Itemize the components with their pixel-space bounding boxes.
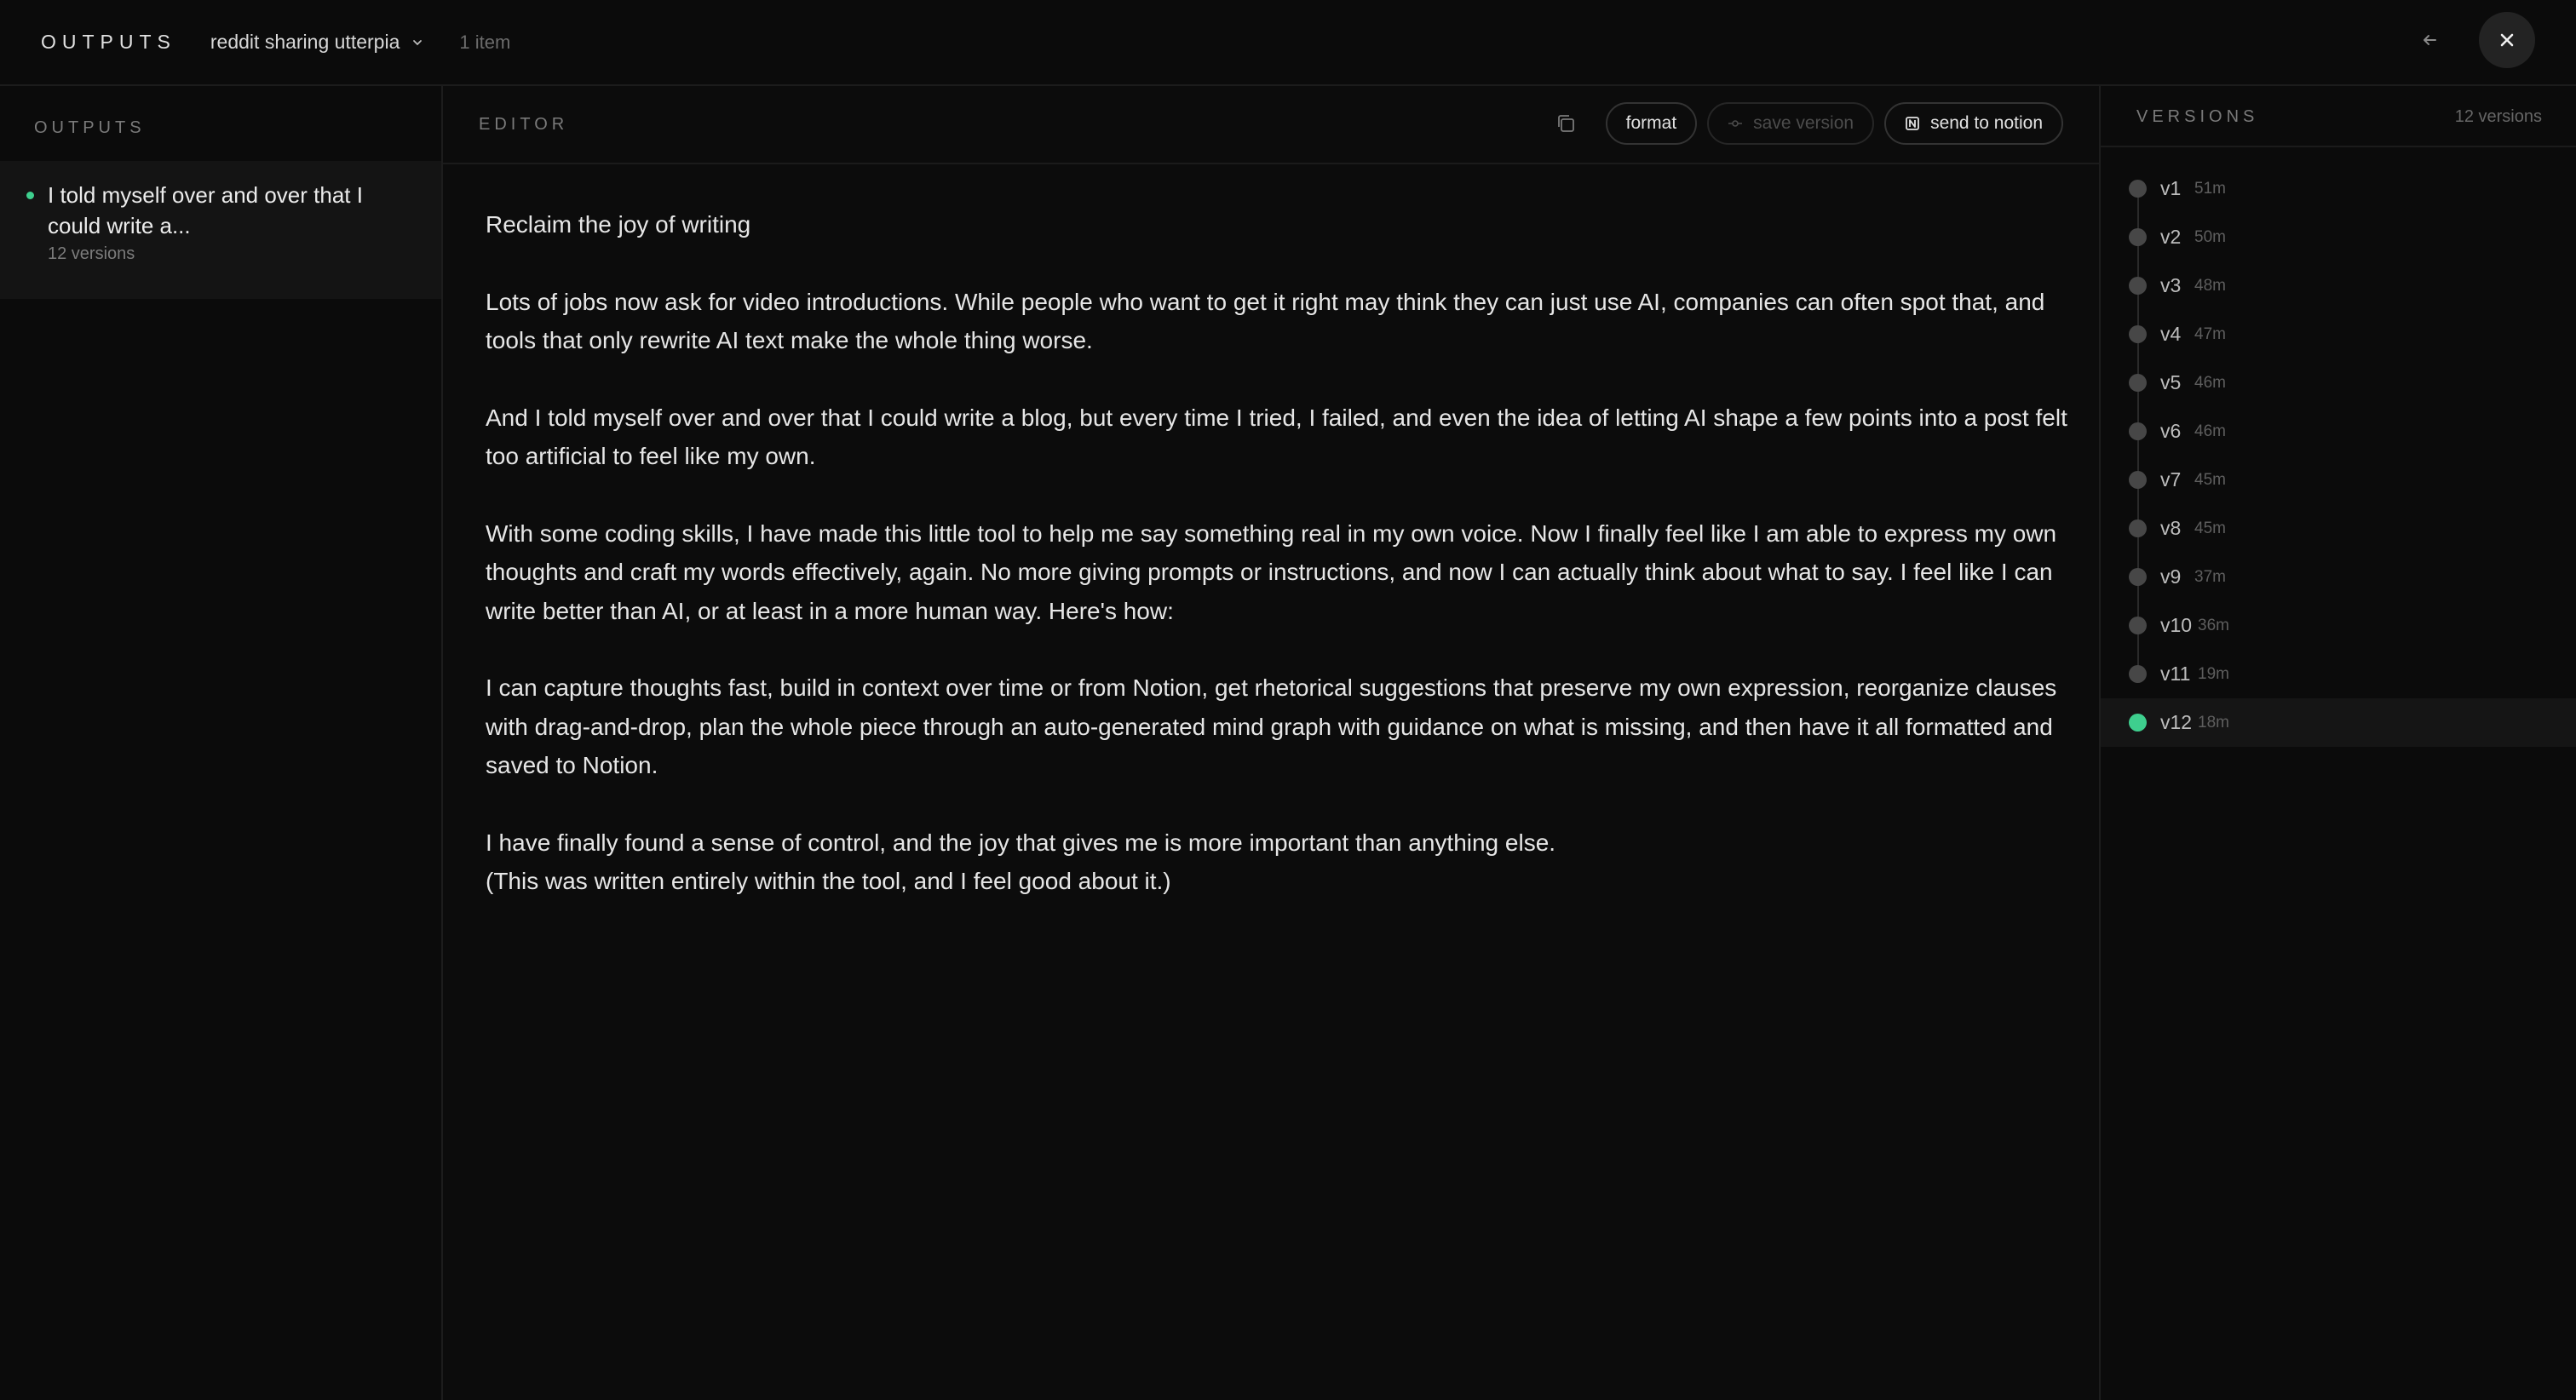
version-name: v1 [2160,177,2182,199]
version-item-v1[interactable] [2101,164,2576,213]
version-list [2101,164,2576,747]
version-time: 50m [2194,227,2226,246]
format-button[interactable] [1606,102,1698,145]
app-title: OUTPUTS [41,31,176,53]
version-time: 45m [2194,470,2226,489]
version-dot [2129,665,2147,683]
version-name: v5 [2160,371,2182,393]
version-dot [2129,617,2147,634]
commit-icon [1728,116,1743,131]
versions-count: 12 versions [2454,107,2542,126]
back-button[interactable] [2412,23,2447,57]
editor-paragraph: (This was written entirely within the tool, and I feel good about it.) [486,868,1171,894]
version-time: 19m [2198,664,2229,683]
version-name: v4 [2160,323,2182,345]
version-item-v11[interactable] [2101,650,2576,698]
outputs-panel [0,86,443,1400]
editor-text-area[interactable] [486,205,2070,901]
status-dot [26,192,34,199]
version-dot [2129,180,2147,198]
copy-button[interactable] [1544,102,1587,145]
version-dot [2129,714,2147,732]
version-time: 46m [2194,422,2226,440]
version-time: 18m [2198,713,2229,732]
save-version-label: save version [1753,113,1854,133]
version-time: 37m [2194,567,2226,586]
version-time: 47m [2194,324,2226,343]
version-dot [2129,228,2147,246]
output-title: I told myself over and over that I could write a... [48,182,363,238]
version-item-v10[interactable] [2101,601,2576,650]
version-name: v9 [2160,565,2182,588]
editor-paragraph: I have finally found a sense of control, and the joy that gives me is more important than anything else. [486,829,1556,856]
copy-icon [1555,112,1577,135]
version-item-v8[interactable] [2101,504,2576,553]
output-version-count: 12 versions [48,244,135,263]
version-item-v4[interactable] [2101,310,2576,359]
version-item-v6[interactable] [2101,407,2576,456]
version-item-v12[interactable] [2101,698,2576,747]
versions-header [2101,86,2576,147]
version-time: 46m [2194,373,2226,392]
versions-label: VERSIONS [2136,107,2259,126]
version-dot [2129,422,2147,440]
outputs-panel-label: OUTPUTS [34,118,146,137]
save-version-button[interactable] [1707,102,1874,145]
project-name: reddit sharing utterpia [210,31,400,53]
output-list-item[interactable] [0,161,441,299]
version-dot [2129,325,2147,343]
arrow-left-icon [2420,31,2439,49]
version-name: v8 [2160,517,2182,539]
send-to-notion-label: send to notion [1930,113,2043,133]
editor-panel [443,86,2099,1400]
version-dot [2129,471,2147,489]
version-item-v9[interactable] [2101,553,2576,601]
version-dot [2129,519,2147,537]
chevron-down-icon [411,37,423,49]
editor-header [443,86,2099,164]
version-name: v2 [2160,226,2182,248]
version-item-v5[interactable] [2101,359,2576,407]
version-time: 45m [2194,519,2226,537]
version-name: v11 [2160,663,2191,685]
version-item-v2[interactable] [2101,213,2576,261]
version-name: v7 [2160,468,2182,491]
editor-paragraph: Lots of jobs now ask for video introductions. While people who want to get it right may think they can just use AI, companies can often spot that, and tools that only rewrite AI text make the whole thing worse. [486,288,2045,353]
version-name: v10 [2160,614,2193,636]
editor-label: EDITOR [479,115,569,134]
version-name: v3 [2160,274,2182,296]
version-time: 36m [2198,616,2229,634]
editor-paragraph: I can capture thoughts fast, build in context over time or from Notion, get rhetorical suggestions that preserve my own expression, reorganize clauses with drag-and-drop, plan the whole piece through an auto-generated mind graph with guidance on what is missing, and then have it all formatted and saved to Notion. [486,674,2057,778]
version-time: 51m [2194,179,2226,198]
close-icon [2498,31,2516,49]
versions-panel [2099,86,2576,1400]
top-bar [0,0,2576,86]
editor-paragraph: And I told myself over and over that I could write a blog, but every time I tried, I failed, and even the idea of letting AI shape a few points into a post felt too artificial to feel like my own. [486,404,2067,469]
item-count: 1 item [459,31,511,53]
send-to-notion-button[interactable] [1884,102,2063,145]
version-dot [2129,568,2147,586]
notion-icon [1905,116,1920,131]
version-name: v12 [2160,711,2193,733]
version-item-v7[interactable] [2101,456,2576,504]
version-time: 48m [2194,276,2226,295]
project-selector[interactable] [210,31,423,54]
close-button[interactable] [2479,12,2535,68]
editor-heading: Reclaim the joy of writing [486,211,751,238]
version-item-v3[interactable] [2101,261,2576,310]
version-name: v6 [2160,420,2182,442]
version-dot [2129,277,2147,295]
editor-paragraph: With some coding skills, I have made this little tool to help me say something real in my own voice. Now I finally feel like I am able to express my own thoughts and craft my words effectively, again. No more giving prompts or instructions, and now I can actually think about what to say. I feel like I can write better than AI, or at least in a more human way. Here's how: [486,519,2057,624]
version-dot [2129,374,2147,392]
editor-toolbar [1544,102,2063,145]
format-button-label: format [1625,113,1677,133]
